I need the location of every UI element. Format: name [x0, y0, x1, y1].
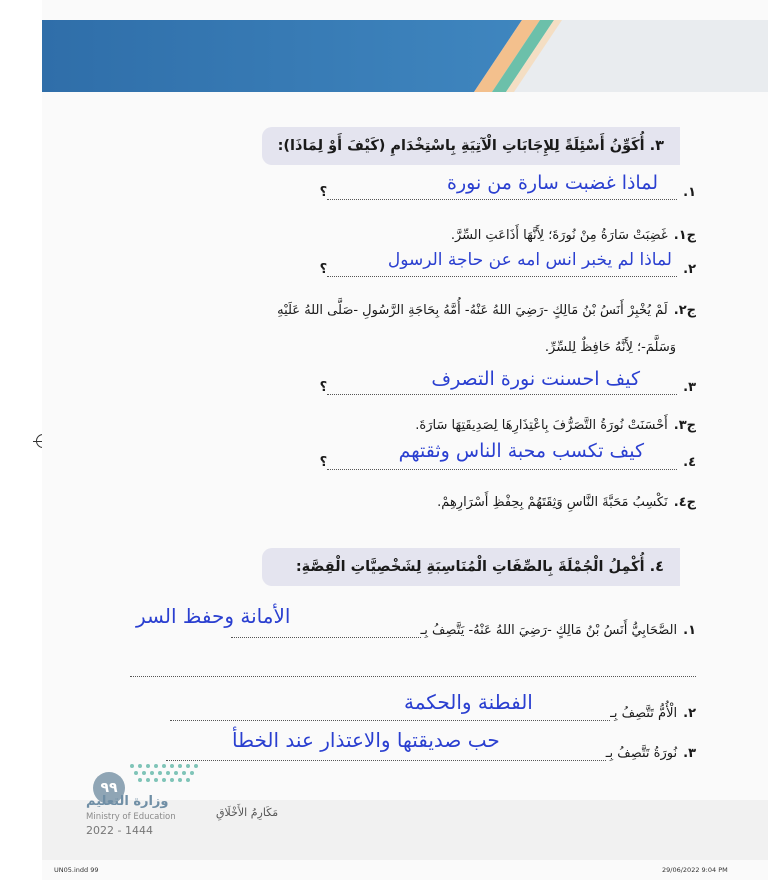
question-number: ٢. [683, 262, 696, 277]
handwritten-answer-2[interactable]: الفطنة والحكمة [404, 690, 533, 714]
question-mark: ؟ [319, 262, 328, 277]
answer-line [231, 637, 421, 638]
answer-2 [277, 303, 696, 318]
question-number: ٣. [683, 380, 696, 395]
answer-label: ج٤. [673, 495, 696, 510]
answer-line [130, 676, 696, 677]
answer-line [327, 394, 677, 395]
handwritten-question-3[interactable]: كيف احسنت نورة التصرف [431, 368, 640, 390]
answer-label: ج٢. [673, 303, 696, 318]
question-mark: ؟ [319, 455, 328, 470]
answer-line [166, 760, 606, 761]
sentence-prompt: الْأُمُّ تَتَّصِفُ بِـ [610, 706, 678, 721]
handwritten-question-2[interactable]: لماذا لم يخبر انس امه عن حاجة الرسول [387, 250, 672, 270]
handwritten-answer-1[interactable]: الأمانة وحفظ السر [136, 604, 291, 628]
answer-text: وَسَلَّمَ-؛ لِأَنَّهُ حَافِظٌ لِلسِّرِّ. [544, 340, 676, 355]
print-slug-date: 29/06/2022 9:04 PM [662, 866, 728, 874]
handwritten-answer-3[interactable]: حب صديقتها والاعتذار عند الخطأ [232, 728, 500, 752]
answer-line [327, 469, 677, 470]
handwritten-question-1[interactable]: لماذا غضبت سارة من نورة [447, 172, 658, 194]
question-mark: ؟ [319, 380, 328, 395]
section-3-title: ٣. أُكَوِّنُ أَسْئِلَةً لِلإِجَابَاتِ الْآتِيَةِ بِاسْتِخْدَامِ (كَيْفَ أَوْ لِمَاذَا): [262, 127, 680, 165]
ministry-name: وزارة التعليم [86, 794, 169, 809]
complete-1-line [231, 623, 697, 638]
page-number: ٩٩ [100, 780, 118, 796]
sentence-prompt: الصَّحَابِيُّ أَنَسُ بْنُ مَالِكٍ -رَضِيَ اللهُ عَنْهُ- يَتَّصِفُ بِـ [420, 623, 678, 638]
print-slug-file: UN05.indd 99 [54, 866, 99, 874]
answer-2-continued [545, 340, 676, 355]
answer-4 [437, 495, 696, 510]
answer-text: أَحْسَنَتْ نُورَةُ التَّصَرُّفَ بِاعْتِذَارِهَا لِصَدِيقَتِهَا سَارَةَ. [415, 418, 668, 433]
sentence-prompt: نُورَةُ تَتَّصِفُ بِـ [605, 746, 678, 761]
item-number: ٣. [683, 746, 696, 761]
header-band [42, 20, 768, 92]
answer-line [327, 276, 677, 277]
question-number: ٤. [683, 455, 696, 470]
series-title: مَكَارِمُ الأَخْلَاقِ [216, 806, 279, 819]
answer-text: غَضِبَتْ سَارَةُ مِنْ نُورَةَ؛ لِأَنَّهَا أَذَاعَتِ السِّرَّ. [450, 228, 668, 243]
question-mark: ؟ [319, 185, 328, 200]
handwritten-question-4[interactable]: كيف تكسب محبة الناس وثقتهم [398, 440, 644, 462]
answer-1 [451, 228, 696, 243]
answer-text: نَكْسِبُ مَحَبَّةَ النَّاسِ وَثِقَتَهُمْ بِحِفْظِ أَسْرَارِهِمْ. [437, 495, 668, 510]
edition-year: 2022 - 1444 [86, 824, 153, 837]
answer-label: ج٣. [673, 418, 696, 433]
complete-1-extra-line [130, 662, 696, 677]
answer-3 [415, 418, 696, 433]
answer-line [327, 199, 677, 200]
answer-label: ج١. [673, 228, 696, 243]
answer-text: لَمْ يُخْبِرْ أَنَسُ بْنُ مَالِكٍ -رَضِيَ اللهُ عَنْهُ- أُمَّهُ بِحَاجَةِ الرَّسُولِ -صَلَّى اللهُ عَلَيْهِ [277, 303, 668, 318]
item-number: ٢. [683, 706, 696, 721]
item-number: ١. [683, 623, 696, 638]
section-4-title: ٤. أُكْمِلُ الْجُمْلَةَ بِالصِّفَاتِ الْمُنَاسِبَةِ لِشَخْصِيَّاتِ الْقِصَّةِ: [262, 548, 680, 586]
answer-line [170, 720, 610, 721]
ministry-name-en: Ministry of Education [86, 812, 176, 822]
question-number: ١. [683, 185, 696, 200]
